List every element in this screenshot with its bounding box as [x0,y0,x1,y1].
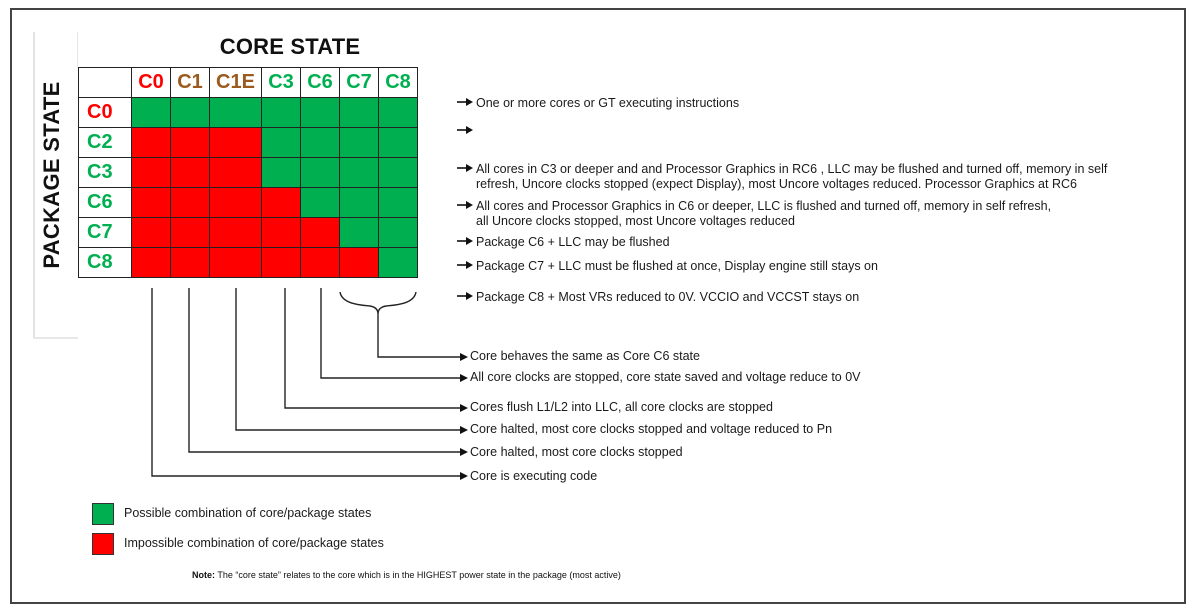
legend-swatch-possible [92,503,114,525]
package-description-c6: All cores and Processor Graphics in C6 or deeper, LLC is flushed and turned off, memory in self refresh, all Uncore clocks stopped, most Uncore voltages reduced [457,199,1051,229]
core-description-c3: Cores flush L1/L2 into LLC, all core clocks are stopped [470,400,773,414]
arrowheads [460,353,468,480]
core-header: C3 [262,68,301,98]
core-description-c6: All core clocks are stopped, core state saved and voltage reduce to 0V [470,370,861,384]
core-description-c1e: Core halted, most core clocks stopped and voltage reduced to Pn [470,422,833,436]
package-row-label: C2 [79,128,132,158]
core-header: C0 [132,68,171,98]
core-header: C8 [379,68,418,98]
package-row-label: C3 [79,158,132,188]
core-description-c1: Core halted, most core clocks stopped [470,445,683,459]
footnote: Note: The “core state” relates to the core which is in the HIGHEST power state in the package (most active) [192,570,621,580]
core-description-c7-c8: Core behaves the same as Core C6 state [470,349,700,363]
core-header: C7 [340,68,379,98]
package-description-c8: Package C7 + LLC must be flushed at once, Display engine still stays on [457,259,878,275]
core-header: C6 [301,68,340,98]
package-row-label: C7 [79,218,132,248]
package-row-label: C6 [79,188,132,218]
package-state-title: PACKAGE STATE [39,81,64,269]
core-header: C1 [171,68,210,98]
package-row-label: C8 [79,248,132,278]
core-header: C1E [210,68,262,98]
legend-swatch-impossible [92,533,114,555]
package-description-c7: Package C6 + LLC may be flushed [457,235,670,251]
package-description-c8-plus: Package C8 + Most VRs reduced to 0V. VCCIO and VCCST stays on [457,290,859,306]
package-description-c0: One or more cores or GT executing instructions [457,96,739,112]
core-description-c0: Core is executing code [470,469,598,483]
package-description-c3: All cores in C3 or deeper and and Processor Graphics in RC6 , LLC may be flushed and turned off, memory in self refresh, Uncore clocks stopped (expect Display), most Uncore voltages reduced. Processor Graphics at RC6 [457,162,1107,192]
legend-impossible-label: Impossible combination of core/package states [124,536,384,550]
core-state-title: CORE STATE [219,34,361,59]
legend-possible-label: Possible combination of core/package states [124,506,372,520]
package-row-label: C0 [79,98,132,128]
